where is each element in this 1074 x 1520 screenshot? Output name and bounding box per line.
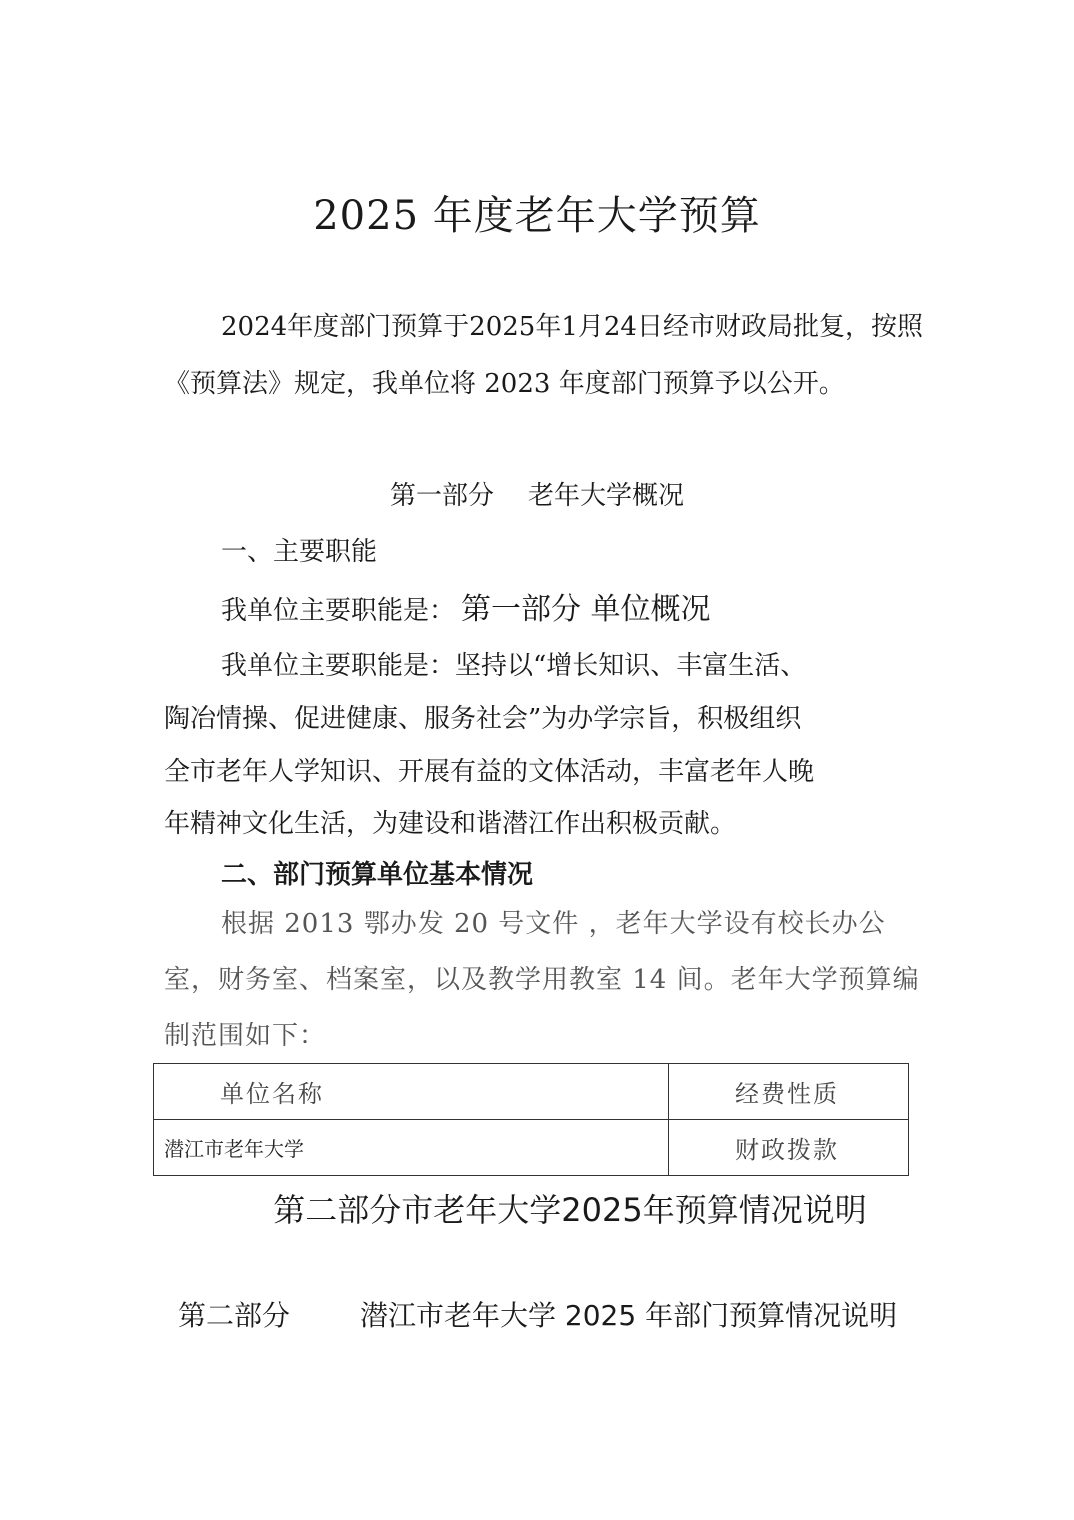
- part1-label: 第一部分: [389, 481, 494, 511]
- table-row: [154, 1120, 909, 1176]
- part2-sub-title: 潜江市老年大学 2025 年部门预算情况说明: [360, 1299, 898, 1332]
- section2-paragraph: 根据 2013 鄂办发 20 号文件 ，老年大学设有校长办公室，财务室、档案室，以及教学用教室 14 间。老年大学预算编制范围如下：: [164, 909, 920, 1051]
- document-title: 2025 年度老年大学预算: [313, 193, 761, 239]
- function-body-line: 年精神文化生活，为建设和谐潜江作出积极贡献。: [164, 809, 737, 839]
- function-lead-text: 我单位主要职能是：: [221, 596, 456, 626]
- part1-name: 老年大学概况: [528, 481, 685, 511]
- part2-subheading: [178, 1296, 897, 1336]
- function-body-line: 陶冶情操、促进健康、服务社会”为办学宗旨，积极组织: [164, 704, 802, 734]
- part2-sub-label: 第二部分: [178, 1299, 291, 1332]
- part1-heading: [0, 476, 1074, 516]
- section2-heading: 二、部门预算单位基本情况: [221, 860, 534, 890]
- function-body-line: 全市老年人学知识、开展有益的文体活动，丰富老年人晚: [164, 757, 815, 787]
- table-header-cell: 单位名称: [154, 1064, 669, 1120]
- section1-heading: 一、主要职能: [221, 537, 378, 567]
- function-lead-big: 第一部分 单位概况: [461, 592, 711, 627]
- table-cell-funding-type: 财政拨款: [669, 1120, 909, 1176]
- function-lead: [221, 590, 711, 631]
- table-header-row: [154, 1064, 909, 1120]
- budget-unit-table: [153, 1063, 909, 1176]
- table-cell-unit-name: 潜江市老年大学: [154, 1120, 669, 1176]
- function-body-line: 我单位主要职能是：坚持以“增长知识、丰富生活、: [221, 651, 807, 681]
- part2-heading: 第二部分市老年大学2025年预算情况说明: [273, 1191, 867, 1229]
- intro-paragraph: 2024年度部门预算于2025年1月24日经市财政局批复，按照《预算法》规定，我单位将 2023 年度部门预算予以公开。: [164, 312, 923, 399]
- table-header-cell: 经费性质: [669, 1064, 909, 1120]
